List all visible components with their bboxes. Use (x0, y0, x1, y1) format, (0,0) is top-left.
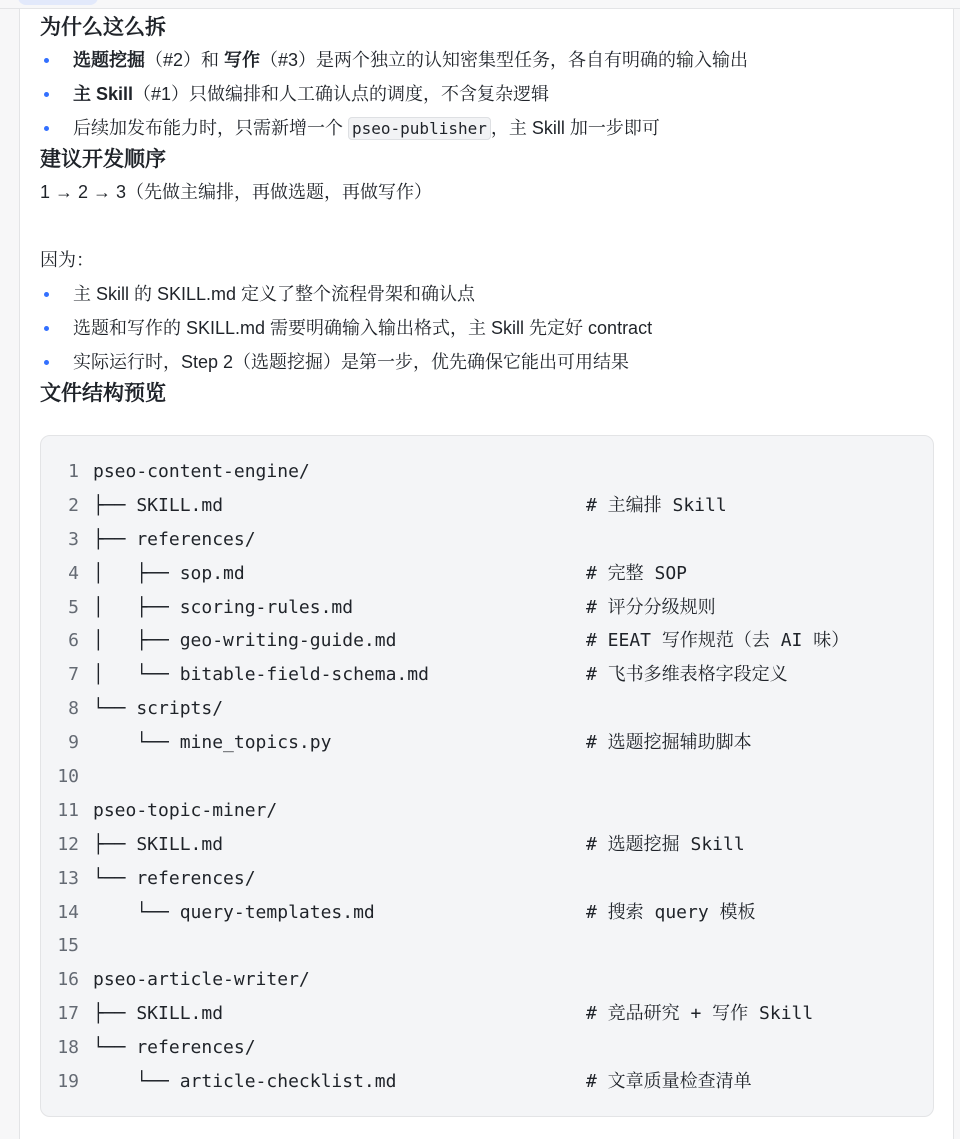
dev-sequence-text: 1 → 2 → 3（先做主编排，再做选题，再做写作） (40, 182, 433, 202)
line-number: 14 (57, 901, 79, 923)
list-text: ，主 Skill 加一步即可 (490, 118, 660, 138)
top-toolbar-strip (0, 0, 960, 9)
list-item (40, 277, 935, 311)
code-line (41, 624, 933, 658)
code-line (41, 726, 933, 760)
code-text: pseo-topic-miner/ (93, 799, 278, 821)
code-text: │ └── bitable-field-schema.md (93, 664, 429, 686)
line-number: 11 (57, 799, 79, 821)
code-comment: # 选题挖掘辅助脚本 (586, 732, 752, 754)
code-line (41, 692, 933, 726)
bold-text: 主 Skill (73, 84, 134, 104)
code-line (41, 828, 933, 862)
code-text: pseo-content-engine/ (93, 461, 310, 482)
code-comment: # 选题挖掘 Skill (586, 833, 745, 855)
code-text: └── references/ (93, 1037, 256, 1059)
list-text: 主 Skill 的 SKILL.md 定义了整个流程骨架和确认点 (73, 284, 476, 304)
code-comment: # 评分分级规则 (586, 596, 716, 618)
line-number: 2 (68, 494, 79, 516)
line-number: 1 (68, 461, 79, 482)
inline-code: pseo-publisher (348, 117, 491, 140)
bullet-dot-icon (44, 326, 49, 331)
list-item (40, 43, 935, 77)
heading-dev-order: 建议开发顺序 (40, 148, 166, 171)
list-text: （#2）和 (145, 50, 225, 70)
code-line (41, 929, 933, 963)
because-text: 因为： (40, 250, 94, 270)
code-comment: # 文章质量检查清单 (586, 1071, 752, 1093)
line-number: 15 (57, 935, 79, 957)
code-text: └── article-checklist.md (93, 1071, 397, 1093)
bullet-dot-icon (44, 292, 49, 297)
code-line (41, 862, 933, 896)
code-comment: # 主编排 Skill (586, 494, 727, 516)
code-text: │ ├── scoring-rules.md (93, 596, 354, 618)
bullet-dot-icon (44, 92, 49, 97)
line-number: 7 (68, 664, 79, 686)
code-comment: # 竞品研究 + 写作 Skill (586, 1003, 814, 1025)
why-bullet-list (40, 43, 935, 145)
code-comment: # EEAT 写作规范（去 AI 味） (586, 630, 850, 652)
code-line (41, 794, 933, 828)
line-number: 8 (68, 698, 79, 720)
list-text: 后续加发布能力时，只需新增一个 (73, 118, 348, 138)
document-page (19, 9, 954, 1139)
line-number: 3 (68, 528, 79, 550)
bullet-dot-icon (44, 58, 49, 63)
code-line (41, 658, 933, 692)
code-text: ├── references/ (93, 528, 256, 550)
line-number: 19 (57, 1071, 79, 1093)
list-text: （#1）只做编排和人工确认点的调度，不含复杂逻辑 (133, 84, 550, 104)
line-number: 17 (57, 1003, 79, 1025)
reason-bullet-list (40, 277, 935, 379)
heading-file-structure: 文件结构预览 (40, 382, 166, 405)
code-comment: # 完整 SOP (586, 562, 688, 584)
code-text: └── query-templates.md (93, 901, 375, 923)
code-text: ├── SKILL.md (93, 833, 224, 855)
code-line (41, 591, 933, 625)
line-number: 6 (68, 630, 79, 652)
line-number: 12 (57, 833, 79, 855)
code-text: └── references/ (93, 867, 256, 889)
heading-why-split: 为什么这么拆 (40, 16, 166, 39)
code-block[interactable] (40, 435, 934, 1117)
list-item (40, 77, 935, 111)
code-text: └── scripts/ (93, 698, 224, 720)
list-item (40, 311, 935, 345)
code-text: pseo-article-writer/ (93, 969, 310, 991)
blank-line (40, 209, 935, 243)
code-line (41, 997, 933, 1031)
code-line (41, 1065, 933, 1099)
list-text: （#3）是两个独立的认知密集型任务，各自有明确的输入输出 (260, 50, 749, 70)
line-number: 9 (68, 732, 79, 754)
code-line (41, 557, 933, 591)
bold-text: 写作 (224, 50, 261, 70)
list-text: 实际运行时，Step 2（选题挖掘）是第一步，优先确保它能出可用结果 (73, 352, 630, 372)
line-number: 18 (57, 1037, 79, 1059)
line-number: 4 (68, 562, 79, 584)
code-text: ├── SKILL.md (93, 494, 224, 516)
code-line (41, 963, 933, 997)
code-text: ├── SKILL.md (93, 1003, 224, 1025)
code-line (41, 489, 933, 523)
code-line (41, 455, 933, 489)
list-item (40, 111, 935, 145)
line-number: 5 (68, 596, 79, 618)
code-line (41, 896, 933, 930)
code-text: │ ├── sop.md (93, 562, 245, 584)
line-number: 16 (57, 969, 79, 991)
code-comment: # 搜索 query 模板 (586, 901, 756, 923)
line-number: 10 (57, 766, 79, 788)
bullet-dot-icon (44, 360, 49, 365)
code-line (41, 523, 933, 557)
list-text: 选题和写作的 SKILL.md 需要明确输入输出格式，主 Skill 先定好 contract (73, 318, 653, 338)
code-line (41, 760, 933, 794)
code-text: │ ├── geo-writing-guide.md (93, 630, 397, 652)
bold-text: 选题挖掘 (73, 50, 145, 70)
active-tab-indicator[interactable] (18, 0, 98, 5)
bullet-dot-icon (44, 126, 49, 131)
code-comment: # 飞书多维表格字段定义 (586, 664, 788, 686)
code-text: └── mine_topics.py (93, 732, 332, 754)
line-number: 13 (57, 867, 79, 889)
document-content (40, 9, 935, 409)
list-item (40, 345, 935, 379)
code-line (41, 1031, 933, 1065)
